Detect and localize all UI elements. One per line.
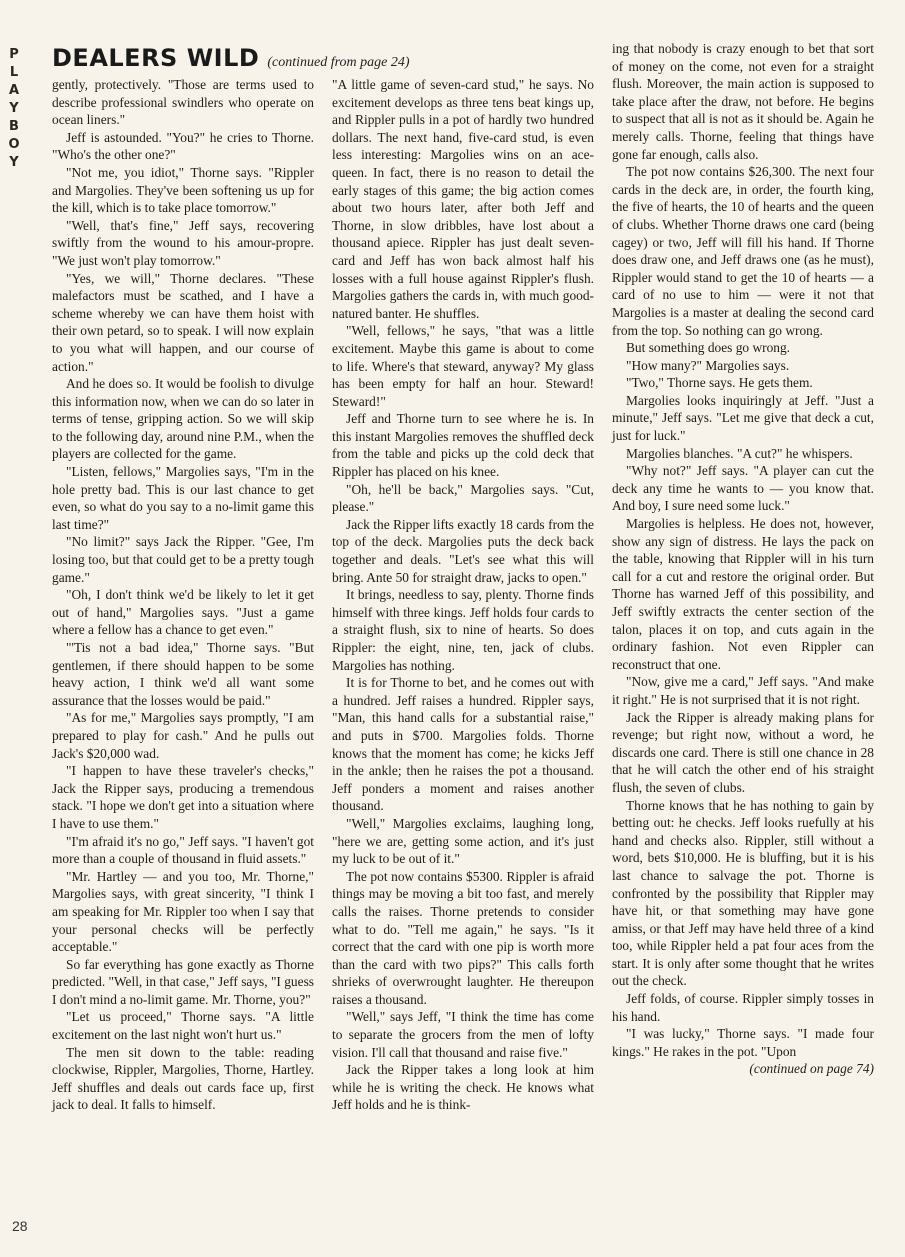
paragraph: "Well, that's fine," Jeff says, recovering swiftly from the wound to his amour-propre. "We just won't play tomorrow." xyxy=(52,217,314,268)
continued-from-note: (continued from page 24) xyxy=(267,55,410,70)
paragraph: Jack the Ripper lifts exactly 18 cards from the top of the deck. Margolies puts the deck back together and deals. "Let's see what this will bring. Ante 50 for straight draw, jacks to open." xyxy=(332,516,594,585)
paragraph: Jack the Ripper is already making plans for revenge; but right now, without a word, he discards one card. There is still one chance in 28 that he will catch the other end of his straight flush, the seven of clubs. xyxy=(612,709,874,795)
paragraph: "Not me, you idiot," Thorne says. "Rippler and Margolies. They've been softening us up for the kill, which is to take place tomorrow." xyxy=(52,164,314,216)
paragraph: Margolies is helpless. He does not, however, show any sign of distress. He lays the pack on the table, knowing that Rippler will in his turn call for a cut and restore the original order. But Thorne has warned Jeff of this possibility, and Jeff swiftly extracts the center section of the talon, places it on top, and cuts again in the ordinary fashion. Not even Rippler can reconstruct that one. xyxy=(612,516,874,672)
paragraph: Margolies looks inquiringly at Jeff. "Just a minute," Jeff says. "Let me give that deck a cut, just for luck." xyxy=(612,392,874,444)
paragraph: Jeff is astounded. "You?" he cries to Thorne. "Who's the other one?" xyxy=(52,129,314,163)
paragraph: Jeff folds, of course. Rippler simply tosses in his hand. xyxy=(612,991,874,1024)
paragraph: "I'm afraid it's no go," Jeff says. "I haven't got more than a couple of thousand in fluid assets." xyxy=(52,833,314,867)
paragraph: "Let us proceed," Thorne says. "A little excitement on the last night won't hurt us." xyxy=(52,1009,314,1043)
paragraph: "Well," Margolies exclaims, laughing long, "here we are, getting some action, and it's just my luck to be out of it." xyxy=(332,815,594,867)
paragraph: The men sit down to the table: reading clockwise, Rippler, Margolies, Thorne, Hartley. Jeff shuffles and deals out cards face up, first jack to deal. It falls to himself. xyxy=(52,1044,314,1113)
paragraph: "As for me," Margolies says promptly, "I am prepared to play for cash." And he pulls out Jack's $20,000 wad. xyxy=(52,710,314,761)
paragraph: "Listen, fellows," Margolies says, "I'm in the hole pretty bad. This is our last chance to get even, so what do you say to a no-limit game this last time?" xyxy=(52,464,314,532)
paragraph: Margolies blanches. "A cut?" he whispers. xyxy=(626,445,853,461)
paragraph: "Two," Thorne says. He gets them. xyxy=(626,375,813,391)
paragraph: So far everything has gone exactly as Thorne predicted. "Well, in that case," Jeff says, "I guess I don't mind a no-limit game. Mr. Thorne, you?" xyxy=(52,956,314,1007)
paragraph: But something does go wrong. xyxy=(626,340,791,356)
paragraph: "Now, give me a card," Jeff says. "And make it right." He is not surprised that it is not right. xyxy=(612,674,874,707)
paragraph: The pot now contains $5300. Rippler is afraid things may be moving a bit too fast, and merely calls the raises. Thorne pretends to consider what to do. "Tell me again," he says. "Is it correct that the card with one pip is worth more than the card with two pips?" This calls forth shrieks of overwrought laughter. He thereupon raises a thousand. xyxy=(332,868,594,1007)
article-title: DEALERS WILD xyxy=(52,44,260,72)
magazine-label-letter: Y xyxy=(9,155,19,170)
magazine-label-letter: Y xyxy=(9,101,19,116)
magazine-side-label xyxy=(4,46,24,172)
paragraph: And he does so. It would be foolish to divulge this information now, when we can do so later in terms of tense, gripping action. So we will skip to the following day, around nine P.M., when the players are collected for the game. xyxy=(52,376,314,462)
paragraph: "Mr. Hartley — and you too, Mr. Thorne," Margolies says, with great sincerity, "I think I am speaking for Mr. Rippler too when I say that your personal checks will be perfectly acceptable." xyxy=(52,868,314,955)
paragraph: "Well," says Jeff, "I think the time has come to separate the grocers from the men of lofty vision. I'll call that thousand and raise five." xyxy=(332,1009,594,1060)
page-number: 28 xyxy=(12,1218,28,1234)
paragraph: "A little game of seven-card stud," he says. No excitement develops as three tens beat kings up, and Rippler pulls in a pot of hardly two hundred dollars. The next hand, five-card stud, is even less interesting: Margolies wins on an ace-queen. In fact, there is no reason to detail the early stages of this game; the big action comes about two hours later, after both Jeff and Thorne, in slow dribbles, have lost about a thousand apiece. Rippler has just dealt seven-card and Jeff has won back almost half his losses with a full house against Rippler's flush. Margolies gathers the cards in, with much good-natured banter. He shuffles. xyxy=(332,77,594,321)
paragraph: "I happen to have these traveler's checks," Jack the Ripper says, producing a tremendous stack. "I hope we don't get into a situation where I have to use them." xyxy=(52,763,314,831)
magazine-label-letter: L xyxy=(9,65,19,80)
paragraph: "How many?" Margolies says. xyxy=(626,357,790,373)
magazine-label-letter: B xyxy=(9,119,19,134)
paragraph: The pot now contains $26,300. The next four cards in the deck are, in order, the fourth king, the five of hearts, the 10 of hearts and the queen of clubs. Whether Thorne draws one card (being cagey) or two, Jeff will fill his hand. If Thorne does draw one, and Jeff draws one (as he must), Rippler would stand to get the 10 of hearts — a card of no use to him — were it not that Margolies is a master at dealing the second card from the top. So nothing can go wrong. xyxy=(612,164,874,338)
paragraph: "Oh, I don't think we'd be likely to let it get out of hand," Margolies says. "Just a game where a fellow has a chance to get even." xyxy=(52,587,314,638)
paragraph: ing that nobody is crazy enough to bet that sort of money on the come, not even for a straight flush. Moreover, the main action is supposed to take place after the draw, not before. He begins to suspect that all is not as it should be. Again he merely calls. Thorne, feeling that things have gone far enough, calls also. xyxy=(612,41,874,162)
paragraph: "Yes, we will," Thorne declares. "These malefactors must be scathed, and I have a scheme whereby we can have them hoist with their own petard, so to speak. I will now explain to you what will happen, and our course of action." xyxy=(52,270,314,374)
continued-on-note: (continued on page 74) xyxy=(749,1061,874,1077)
magazine-label-letter: O xyxy=(8,137,20,152)
paragraph: "Well, fellows," he says, "that was a little excitement. Maybe this game is about to come to life. Where's that steward, anyway? My glass has been empty for half an hour. Steward! Steward!" xyxy=(332,323,594,409)
paragraph: "'Tis not a bad idea," Thorne says. "But gentlemen, if there should happen to be some heavy action, I think we'd all want some assurance that the losses would be paid." xyxy=(52,640,314,708)
paragraph: Jeff and Thorne turn to see where he is. In this instant Margolies removes the shuffled deck from the table and picks up the cold deck that Rippler has placed on his knee. xyxy=(332,411,594,480)
paragraph: It is for Thorne to bet, and he comes out with a hundred. Jeff raises a hundred. Rippler says, "Man, this hand calls for a substantial raise," and puts in $700. Margolies folds. Thorne knows that the moment has come; he kicks Jeff in the ankle; then he raises the pot a thousand. Jeff ponders a moment and raises another thousand. xyxy=(332,675,594,814)
paragraph: "Why not?" Jeff says. "A player can cut the deck any time he wants to — you know that. And boy, I sure need some luck." xyxy=(612,463,874,514)
paragraph: It brings, needless to say, plenty. Thorne finds himself with three kings. Jeff holds four cards to a straight flush, six to nine of hearts. So does Rippler: the eight, nine, ten, jack of clubs. Margolies has nothing. xyxy=(332,587,594,673)
paragraph: gently, protectively. "Those are terms used to describe professional swindlers who operate on ocean liners." xyxy=(52,77,314,128)
text-column-1 xyxy=(52,76,314,1114)
paragraph: Jack the Ripper takes a long look at him while he is writing the check. He knows what Jeff holds and he is think- xyxy=(332,1062,594,1113)
text-column-2 xyxy=(332,76,594,1114)
paragraph: Thorne knows that he has nothing to gain by betting out: he checks. Jeff looks ruefully at his hand and checks also. Rippler, still without a word, bets $10,000. He is bluffing, but it is his last chance to salvage the pot. Thorne is confronted by the possibility that Rippler may have hit, or that something may have gone amiss, or that Jeff may have held three of a kind too, while Rippler held a pat four aces from the start. It is only after some thought that he writes out the check. xyxy=(612,797,874,989)
magazine-label-letter: A xyxy=(8,83,20,98)
article-heading xyxy=(52,44,410,72)
magazine-label-letter: P xyxy=(9,47,19,62)
paragraph: "Oh, he'll be back," Margolies says. "Cut, please." xyxy=(332,481,594,515)
paragraph: "I was lucky," Thorne says. "I made four kings." He rakes in the pot. "Upon xyxy=(612,1026,874,1059)
paragraph: "No limit?" says Jack the Ripper. "Gee, I'm losing too, but that could get to be a pretty tough game." xyxy=(52,534,314,585)
text-column-3 xyxy=(612,40,874,1078)
